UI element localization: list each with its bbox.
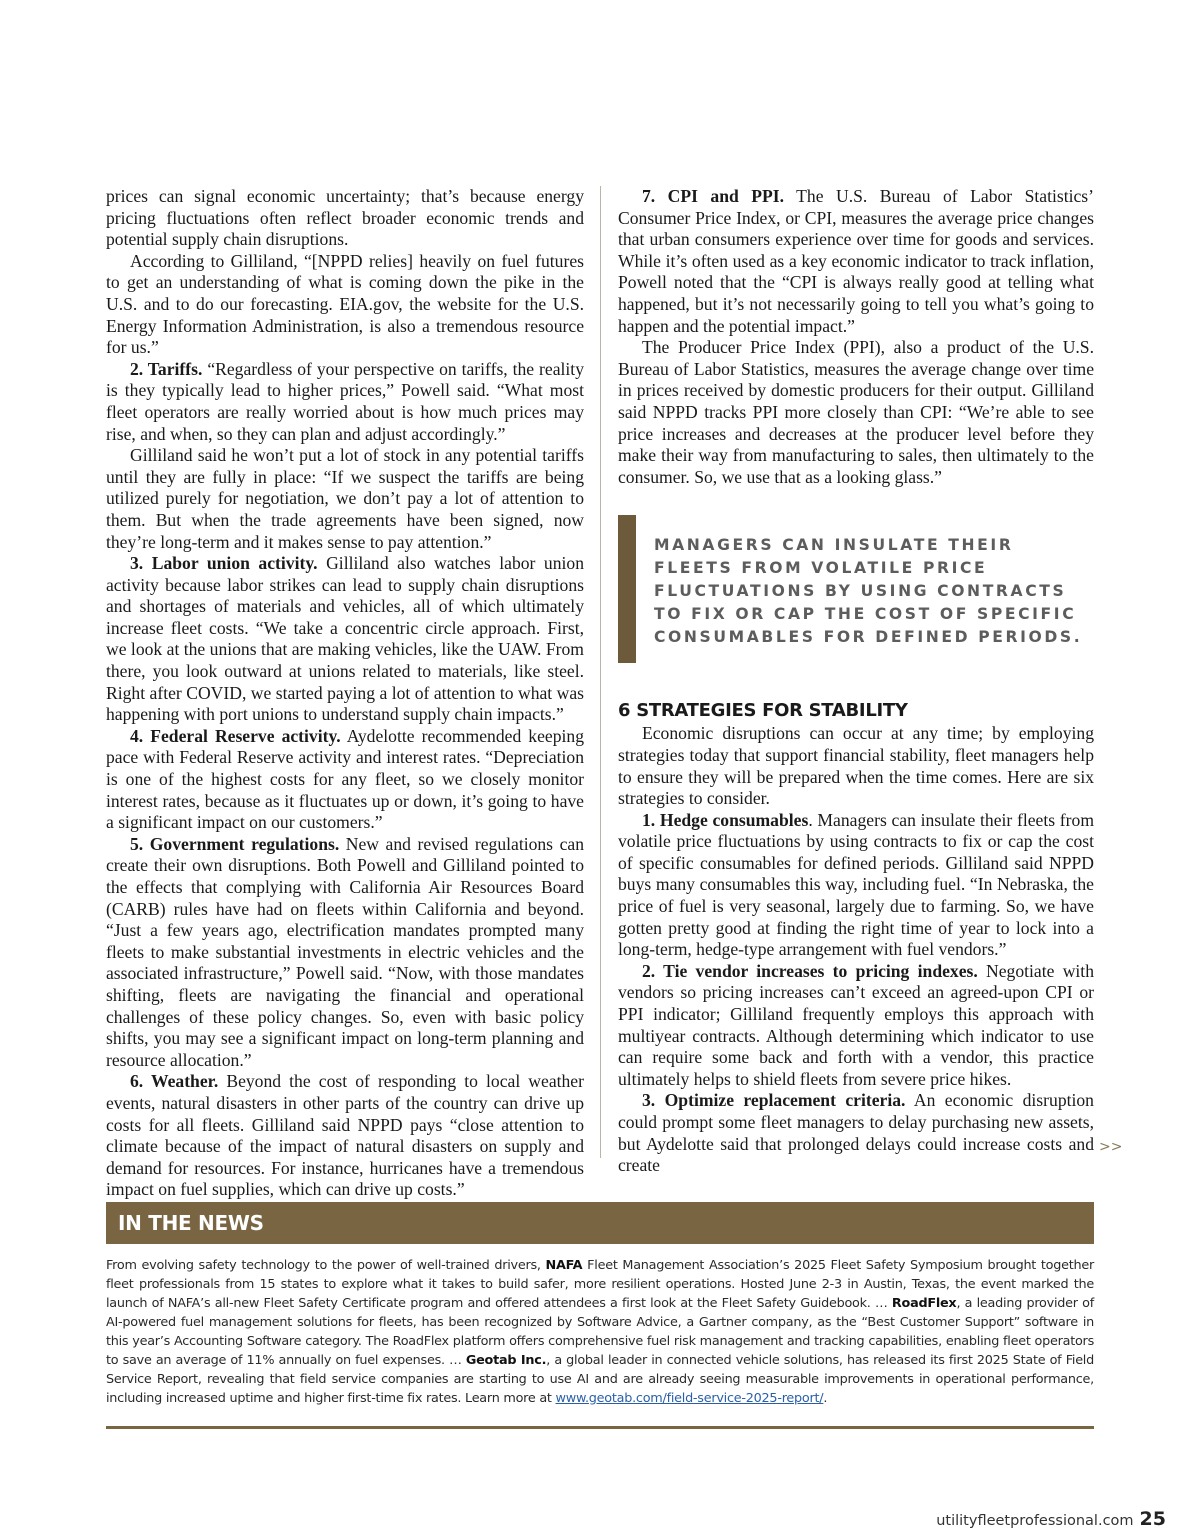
- subhead-vendor: 2. Tie vendor increases to pricing indexes.: [642, 960, 978, 981]
- news-bottom-rule: [106, 1426, 1094, 1429]
- pull-quote-bar: [618, 515, 636, 663]
- paragraph: The Producer Price Index (PPI), also a product of the U.S. Bureau of Labor Statistics, measures the average change over time in prices received by domestic producers for their output. Gilliland said NPPD tracks PPI more closely than CPI: “We’re able to see price increases and decreases at the producer level before they make their way from manufacturing to sales, then ultimately to the consumer. So, we use that as a looking glass.”: [618, 337, 1094, 487]
- paragraph: According to Gilliland, “[NPPD relies] heavily on fuel futures to get an understanding of what is coming down the pike in the U.S. and to do our forecasting. EIA.gov, the website for the U.S. Energy Information Administration, is also a tremendous resource for us.”: [106, 250, 584, 358]
- pull-quote: [618, 515, 1094, 663]
- left-column: [106, 186, 584, 1201]
- paragraph: 1. Hedge consumables. Managers can insulate their fleets from volatile price fluctuations by using contracts to fix or cap the cost of specific consumables for defined periods. Gilliland said NPPD buys many consumables this way, including fuel. “In Nebraska, the price of fuel is very seasonal, largely due to farming. So, we have gotten pretty good at finding the right time of year to lock into a long-term, hedge-type arrangement with fuel vendors.”: [618, 809, 1095, 960]
- paragraph: 2. Tariffs. “Regardless of your perspective on tariffs, the reality is they typically lead to higher prices,” Powell said. “What most fleet operators are really worried about is how much prices may rise, and when, so they can plan and adjust accordingly.”: [106, 358, 584, 444]
- subhead-cpi-ppi: 7. CPI and PPI.: [642, 186, 785, 206]
- subhead-replacement: 3. Optimize replacement criteria.: [642, 1090, 906, 1111]
- geotab-report-link[interactable]: www.geotab.com/field-service-2025-report/: [555, 1391, 824, 1406]
- subhead-tariffs: 2. Tariffs.: [130, 358, 203, 379]
- company-nafa: NAFA: [545, 1258, 583, 1273]
- subhead-hedge: 1. Hedge consumables: [642, 809, 809, 830]
- paragraph: 5. Government regulations. New and revised regulations can create their own disruptions. Both Powell and Gilliland pointed to the effects that complying with California Air Resources Board (CARB) rules have had on fleets within California and beyond. “Just a few years ago, electrification mandates prompted many fleets to make substantial investments in electric vehicles and the associated infrastructure,” Powell said. “Now, with those mandates shifting, fleets are navigating the financial and operational challenges of these policy changes. So, even with basic policy shifts, you may see a significant impact on long-term planning and resource allocation.”: [106, 833, 584, 1070]
- company-roadflex: RoadFlex: [891, 1296, 957, 1311]
- news-header-bar: [106, 1202, 1094, 1244]
- column-divider: [600, 186, 601, 1158]
- section-title: 6 STRATEGIES FOR STABILITY: [618, 700, 908, 722]
- paragraph: 6. Weather. Beyond the cost of responding to local weather events, natural disasters in other parts of the country can drive up costs for all fleets. Gilliland said NPPD pays “close attention to climate because of the impact of natural disasters on supply and demand for resources. For instance, hurricanes have a tremendous impact on fuel supplies, which can drive up costs.”: [106, 1071, 584, 1200]
- paragraph: prices can signal economic uncertainty; that’s because energy pricing fluctuations often reflect broader economic trends and potential supply chain disruptions.: [106, 186, 584, 250]
- subhead-labor: 3. Labor union activity.: [130, 553, 318, 574]
- paragraph: 3. Labor union activity. Gilliland also watches labor union activity because labor strikes can lead to supply chain disruptions and shortages of materials and vehicles, all of which ultimately increase fleet costs. “We take a concentric circle approach. First, we look at the unions that are making vehicles, like the UAW. From there, you look outward at unions related to materials, like steel. Right after COVID, we started paying a lot of attention to what was happening with port unions to understand supply chain impacts.”: [106, 553, 584, 725]
- subhead-government: 5. Government regulations.: [130, 833, 340, 854]
- news-body: From evolving safety technology to the power of well-trained drivers, NAFA Fleet Management Association’s 2025 Fleet Safety Symposium brought together fleet professionals from 15 states to explore what it takes to build safer, more resilient operations. Hosted June 2-3 in Austin, Texas, the event marked the launch of NAFA’s all-new Fleet Safety Certificate program and offered attendees a first look at the Fleet Safety Guidebook. … RoadFlex, a leading provider of AI-powered fuel management solutions for fleets, has been recognized by Software Advice, a Gartner company, as the “Best Customer Support” software in this year’s Accounting Software category. The RoadFlex platform offers comprehensive fuel risk management and tracking capabilities, enabling fleet operators to save an average of 11% annually on fuel expenses. … Geotab Inc., a global leader in connected vehicle solutions, has released its first 2025 State of Field Service Report, revealing that field service companies are starting to use AI and are already seeing measurable improvements in operational performance, including increased uptime and higher first-time fix rates. Learn more at www.geotab.com/field-service-2025-report/.: [106, 1258, 1094, 1406]
- news-title: IN THE NEWS: [118, 1211, 264, 1235]
- paragraph: 4. Federal Reserve activity. Aydelotte recommended keeping pace with Federal Reserve activity and interest rates. “Depreciation is one of the highest costs for any fleet, so we closely monitor interest rates, because as it fluctuates up or down, it’s going to have a significant impact on our customers.”: [106, 725, 584, 833]
- continue-arrow-icon: >>: [1099, 1139, 1123, 1155]
- paragraph: Economic disruptions can occur at any time; by employing strategies today that support financial stability, fleet managers help to ensure they will be prepared when the time comes. Here are six strategies to consider.: [618, 723, 1094, 809]
- page-footer: [936, 1508, 1166, 1530]
- pull-quote-text: MANAGERS CAN INSULATE THEIR FLEETS FROM VOLATILE PRICE FLUCTUATIONS BY USING CONTRACTS TO FIX OR CAP THE COST OF SPECIFIC CONSUMABLES FOR DEFINED PERIODS.: [654, 536, 1083, 647]
- paragraph: 7. CPI and PPI. The U.S. Bureau of Labor Statistics’ Consumer Price Index, or CPI, measures the average price changes that urban consumers experience over time for goods and services. While it’s often used as a key economic indicator to track inflation, Powell noted that the “CPI is always really good at telling what happened, but it’s not necessarily going to tell you what’s going to happen and the potential impact.”: [618, 186, 1095, 336]
- paragraph: 3. Optimize replacement criteria. An economic disruption could prompt some fleet managers to delay purchasing new assets, but Aydelotte said that prolonged delays could increase costs and create: [618, 1090, 1094, 1176]
- subhead-federal-reserve: 4. Federal Reserve activity.: [130, 725, 341, 746]
- subhead-weather: 6. Weather.: [130, 1071, 219, 1092]
- footer-site: utilityfleetprofessional.com: [936, 1513, 1134, 1529]
- right-column: [618, 186, 1094, 1177]
- paragraph: Gilliland said he won’t put a lot of stock in any potential tariffs until they are fully in place: “If we suspect the tariffs are being utilized purely for negotiation, we don’t pay a lot of attention to them. But when the trade agreements have been signed, now they’re long-term and it makes sense to pay attention.”: [106, 445, 584, 552]
- page-number: 25: [1139, 1508, 1166, 1530]
- company-geotab: Geotab Inc.: [465, 1353, 547, 1368]
- paragraph: 2. Tie vendor increases to pricing indexes. Negotiate with vendors so pricing increases can’t exceed an agreed-upon CPI or PPI indicator; Gilliland frequently employs this approach with multiyear contracts. Although determining which indicator to use can require some back and forth with a vendor, this practice ultimately helps to shield fleets from severe price hikes.: [618, 960, 1094, 1089]
